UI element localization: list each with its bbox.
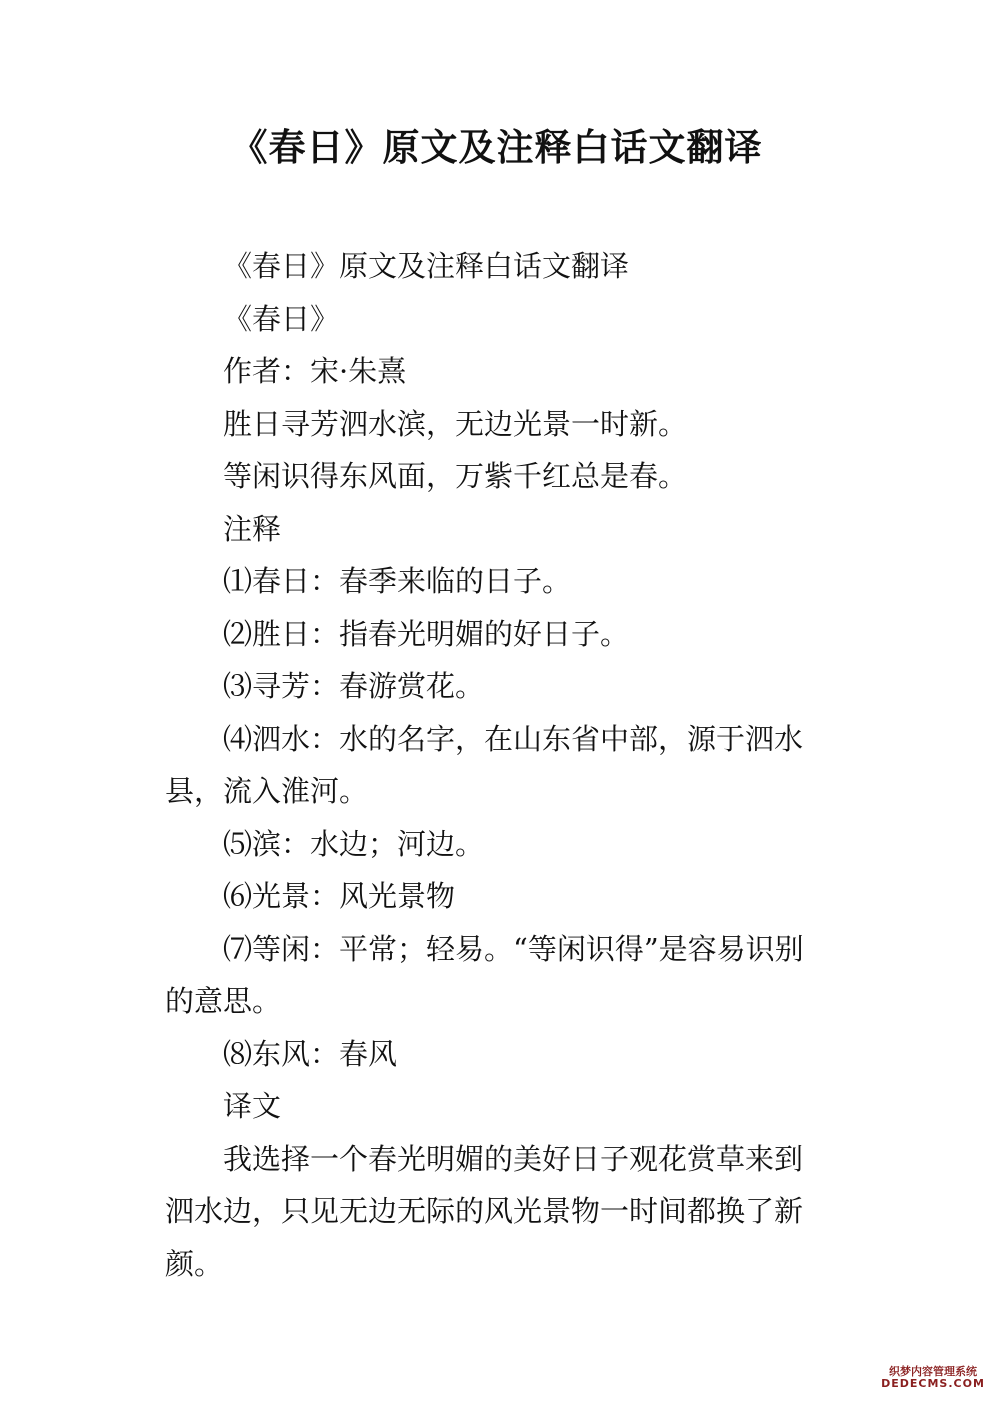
translation-paragraph: 我选择一个春光明媚的美好日子观花赏草来到泗水边，只见无边无际的风光景物一时间都换了新颜。 bbox=[165, 1141, 804, 1281]
poem-line-1: 胜日寻芳泗水滨，无边光景一时新。 bbox=[223, 406, 688, 441]
note-item: ⑷泗水：水的名字，在山东省中部，源于泗水县，流入淮河。 bbox=[165, 721, 804, 808]
watermark-logo bbox=[881, 1366, 985, 1390]
notes-heading: 注释 bbox=[223, 511, 282, 546]
subtitle-paragraph: 《春日》原文及注释白话文翻译 bbox=[223, 249, 630, 283]
document-body bbox=[165, 240, 831, 1290]
note-item: ⑶寻芳：春游赏花。 bbox=[223, 669, 485, 703]
translation-heading: 译文 bbox=[223, 1089, 282, 1123]
note-item: ⑺等闲：平常；轻易。“等闲识得”是容易识别的意思。 bbox=[165, 931, 804, 1018]
note-item: ⑻东风：春风 bbox=[223, 1036, 398, 1071]
note-item: ⑴春日：春季来临的日子。 bbox=[223, 564, 572, 598]
note-item: ⑸滨：水边；河边。 bbox=[223, 826, 485, 861]
page-title: 《春日》原文及注释白话文翻译 bbox=[230, 126, 763, 169]
watermark-line2: DEDECMS.COM bbox=[881, 1376, 985, 1390]
poem-line-2: 等闲识得东风面，万紫千红总是春。 bbox=[223, 459, 688, 493]
note-item: ⑹光景：风光景物 bbox=[223, 879, 456, 913]
poem-title: 《春日》 bbox=[223, 301, 340, 336]
watermark-line1: 织梦内容管理系统 bbox=[889, 1364, 977, 1378]
note-item: ⑵胜日：指春光明媚的好日子。 bbox=[223, 616, 630, 651]
poem-author: 作者：宋·朱熹 bbox=[223, 354, 407, 388]
